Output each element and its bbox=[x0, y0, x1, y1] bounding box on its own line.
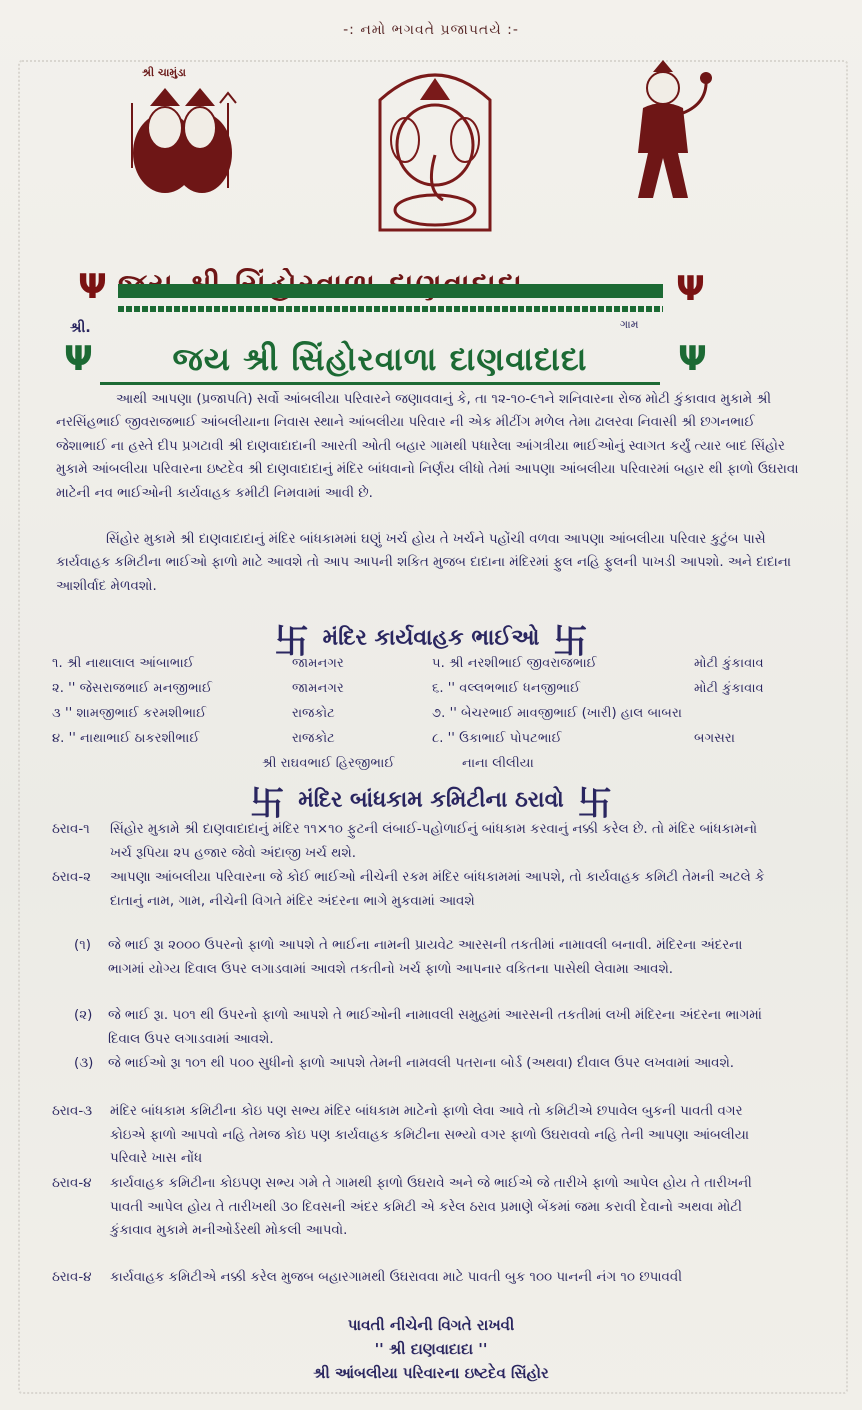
swastika-icon: 卐 bbox=[274, 622, 309, 662]
list-item: ૫. શ્રી નરશીભાઈ જીવરાજભાઈ મોટી કુંકાવાવ bbox=[432, 656, 764, 671]
sub-label: (૩) bbox=[74, 1056, 94, 1071]
list-item: ૨. '' જેસરાજભાઈ મનજીભાઈ જામનગર bbox=[52, 681, 344, 696]
footer-line-2: '' શ્રી દાણવાદાદા '' bbox=[374, 1340, 488, 1358]
resolution-text: કાર્યવાહક કમિટીએ નક્કી કરેલ મુજબ બહારગામથી ઉઘરાવવા માટે પાવતી બુક ૧૦૦ પાનની નંગ ૧૦ છપાવવી bbox=[110, 1270, 683, 1285]
list-item: શ્રી રાઘવભાઈ હિરજીભાઈ નાના લીલીયા bbox=[262, 756, 534, 771]
resolution-label: ઠરાવ-૨ bbox=[52, 870, 92, 885]
main-title: જય શ્રી સિંહોરવાળા દાણવાદાદા bbox=[172, 340, 588, 378]
footer-line-3: શ્રી આંબલીયા પરિવારના ઇષ્ટદેવ સિંહોર bbox=[313, 1364, 549, 1382]
swastika-icon: 卐 bbox=[553, 622, 588, 662]
resolution-text: સિંહોર મુકામે શ્રી દાણવાદાદાનું મંદિર ૧૧×૧૦ ફુટની લંબાઈ-પહોળાઈનું બાંધકામ કરવાનું નક્કી કરેલ છે. તો મંદિર બાંધકામનો ખર્ચ રૂપિયા ૨૫ હજાર જેવો અંદાજી ખર્ચ થશે. bbox=[110, 822, 758, 861]
sub-text: જે ભાઈ રૂા. ૫૦૧ થી ઉપરનો ફાળો આપશે તે ભાઈઓની નામાવલી સમુહમાં આરસની તકતીમાં લખી મંદિરના અંદરના ભાગમાં દિવાલ ઉપર લગાડવામાં આવશે. bbox=[108, 1008, 762, 1047]
list-item: ૪. '' નાથાભાઈ ઠાકરશીભાઈ રાજકોટ bbox=[52, 731, 335, 746]
list-item: ૮. '' ઉકાભાઈ પોપટભાઈ બગસરા bbox=[432, 731, 735, 746]
intro-paragraph-2: સિંહોર મુકામે શ્રી દાણવાદાદાનું મંદિર બાંધકામમાં ઘણું ખર્ચ હોય તે ખર્ચને પહોંચી વળવા આપણા આંબલીયા પરિવાર કુટુંબ પાસે કાર્યવાહક કમિટીના ભાઈઓ ફાળો માટે આવશે તો આપ આપની શકિત મુજબ દાદાના મંદિરમાં ફુલ નહિ ફુલની પાખડી આપશો. અને દાદાના આશીર્વાદ મેળવશો. bbox=[56, 532, 792, 594]
chamunda-label: શ્રી ચામુંડા bbox=[142, 66, 186, 79]
resolution-label: ઠરાવ-૩ bbox=[52, 1104, 93, 1119]
invocation-line: -: નમો ભગવતે પ્રજાપતયે :- bbox=[343, 22, 519, 38]
gam-label: ગામ bbox=[620, 318, 639, 331]
list-item: ૬. '' વલ્લભભાઈ ધનજીભાઈ મોટી કુંકાવાવ bbox=[432, 681, 764, 696]
resolution-label: ઠરાવ-૪ bbox=[52, 1270, 92, 1285]
resolution-text: કાર્યવાહક કમિટીના કોઇપણ સભ્ય ગમે તે ગામથી ફાળો ઉઘરાવે અને જે ભાઈએ જે તારીખે ફાળો આપેલ હોય તે તારીખની પાવતી આપેલ હોય તે તારીખથી ૩૦ દિવસની અંદર કમિટી એ કરેલ ઠરાવ પ્રમાણે બેંકમાં જમા કરાવી દેવાનો અથવા મોટી કુંકાવાવ મુકામે મનીઓર્ડરથી મોકલી આપવો. bbox=[110, 1176, 752, 1239]
list-item: ૭. '' બેચરભાઈ માવજીભાઈ (ખારી) હાલ બાબરા bbox=[432, 706, 683, 721]
title-underline bbox=[100, 382, 660, 385]
hanuman-image bbox=[618, 58, 718, 208]
sub-label: (૨) bbox=[74, 1008, 93, 1023]
trident-icon: Ψ bbox=[64, 339, 93, 379]
sub-text: જે ભાઈ રૂા ૨૦૦૦ ઉપરનો ફાળો આપશે તે ભાઈના નામની પ્રાયવેટ આરસની તકતીમાં નામાવલી બનાવી. મંદિરના અંદરના ભાગમાં યોગ્ય દિવાલ ઉપર લગાડવામાં આવશે તકતીનો ખર્ચ ફાળો આપનાર વકિતના પાસેથી લેવામા આવશે. bbox=[108, 938, 743, 977]
resolution-label: ઠરાવ-૧ bbox=[52, 822, 90, 837]
swastika-icon: 卐 bbox=[577, 784, 612, 824]
shri-label: શ્રી. bbox=[70, 320, 91, 336]
swastika-icon: 卐 bbox=[250, 784, 285, 824]
trident-icon: Ψ bbox=[678, 339, 707, 379]
sub-text: જે ભાઈઓ રૂા ૧૦૧ થી ૫૦૦ સુધીનો ફાળો આપશે તેમની નામવલી પતરાના બોર્ડ (અથવા) દીવાલ ઉપર લખવામાં આવશે. bbox=[108, 1056, 735, 1071]
resolution-label: ઠરાવ-૪ bbox=[52, 1176, 92, 1191]
list-item: ૧. શ્રી નાથાલાલ આંબાભાઈ જામનગર bbox=[52, 656, 344, 671]
strike-band-dotted bbox=[118, 306, 663, 312]
committee-title: મંદિર કાર્યવાહક ભાઈઓ bbox=[322, 625, 540, 651]
intro-paragraph: આથી આપણા (પ્રજાપતિ) સર્વો આંબલીયા પરિવારને જણાવવાનું કે, તા ૧૨-૧૦-૯૧ને શનિવારના રોજ મોટી કુંકાવાવ મુકામે શ્રી નરસિંહભાઈ જીવરાજભાઈ આંબલીયાના નિવાસ સ્થાને આંબલીયા પરિવાર ની એક મીટીંગ મળેલ તેમા ઢાલરવા નિવાસી શ્રી છગનભાઈ જેશાભાઈ ના હસ્તે દીપ પ્રગટાવી શ્રી દાણવાદાદાની આરતી ઓતી બહાર ગામથી પધારેલા આંગત્રીયા ભાઈઓનું સ્વાગત કર્યું ત્યાર બાદ સિંહોર મુકામે આંબલીયા પરિવારના ઇષ્ટદેવ શ્રી દાણવાદાદાનું મંદિર બાંધવાનો નિર્ણય લીધો તેમાં આપણા આંબલીયા પરિવારમાં બહાર થી ફાળો ઉઘરાવા માટેની નવ ભાઈઓની કાર્યવાહક કમીટી નિમવામાં આવી છે. bbox=[56, 392, 799, 501]
resolution-text: આપણા આંબલીયા પરિવારના જે કોઈ ભાઈઓ નીચેની રકમ મંદિર બાંધકામમાં આપશે, તો કાર્યવાહક કમિટી તેમની અટલે કે દાતાનું નામ, ગામ, નીચેની વિગતે મંદિર અંદરના ભાગે મુકવામાં આવશે bbox=[110, 870, 765, 909]
list-item: ૩ '' શામજીભાઈ કરમશીભાઈ રાજકોટ bbox=[52, 706, 335, 721]
trident-icon: Ψ bbox=[676, 269, 705, 309]
trident-icon: Ψ bbox=[78, 267, 107, 307]
strike-band bbox=[118, 284, 663, 298]
ganesh-image bbox=[365, 60, 505, 245]
footer-line-1: પાવતી નીચેની વિગતે રાખવી bbox=[347, 1316, 515, 1334]
resolution-text: મંદિર બાંધકામ કમિટીના કોઇ પણ સભ્ય મંદિર બાંધકામ માટેનો ફાળો લેવા આવે તો કમિટીએ છપાવેલ બુકની પાવતી વગર કોઇએ ફાળો આપવો નહિ તેમજ કોઇ પણ કાર્યવાહક કમિટીના સભ્યો વગર ફાળો ઉઘરાવવો નહિ તેની આપણા આંબલીયા પરિવારે ખાસ નોંધ bbox=[110, 1104, 749, 1167]
resolutions-title: મંદિર બાંધકામ કમિટીના ઠરાવો bbox=[298, 787, 564, 813]
sub-label: (૧) bbox=[74, 938, 92, 953]
chamunda-image bbox=[120, 58, 245, 198]
